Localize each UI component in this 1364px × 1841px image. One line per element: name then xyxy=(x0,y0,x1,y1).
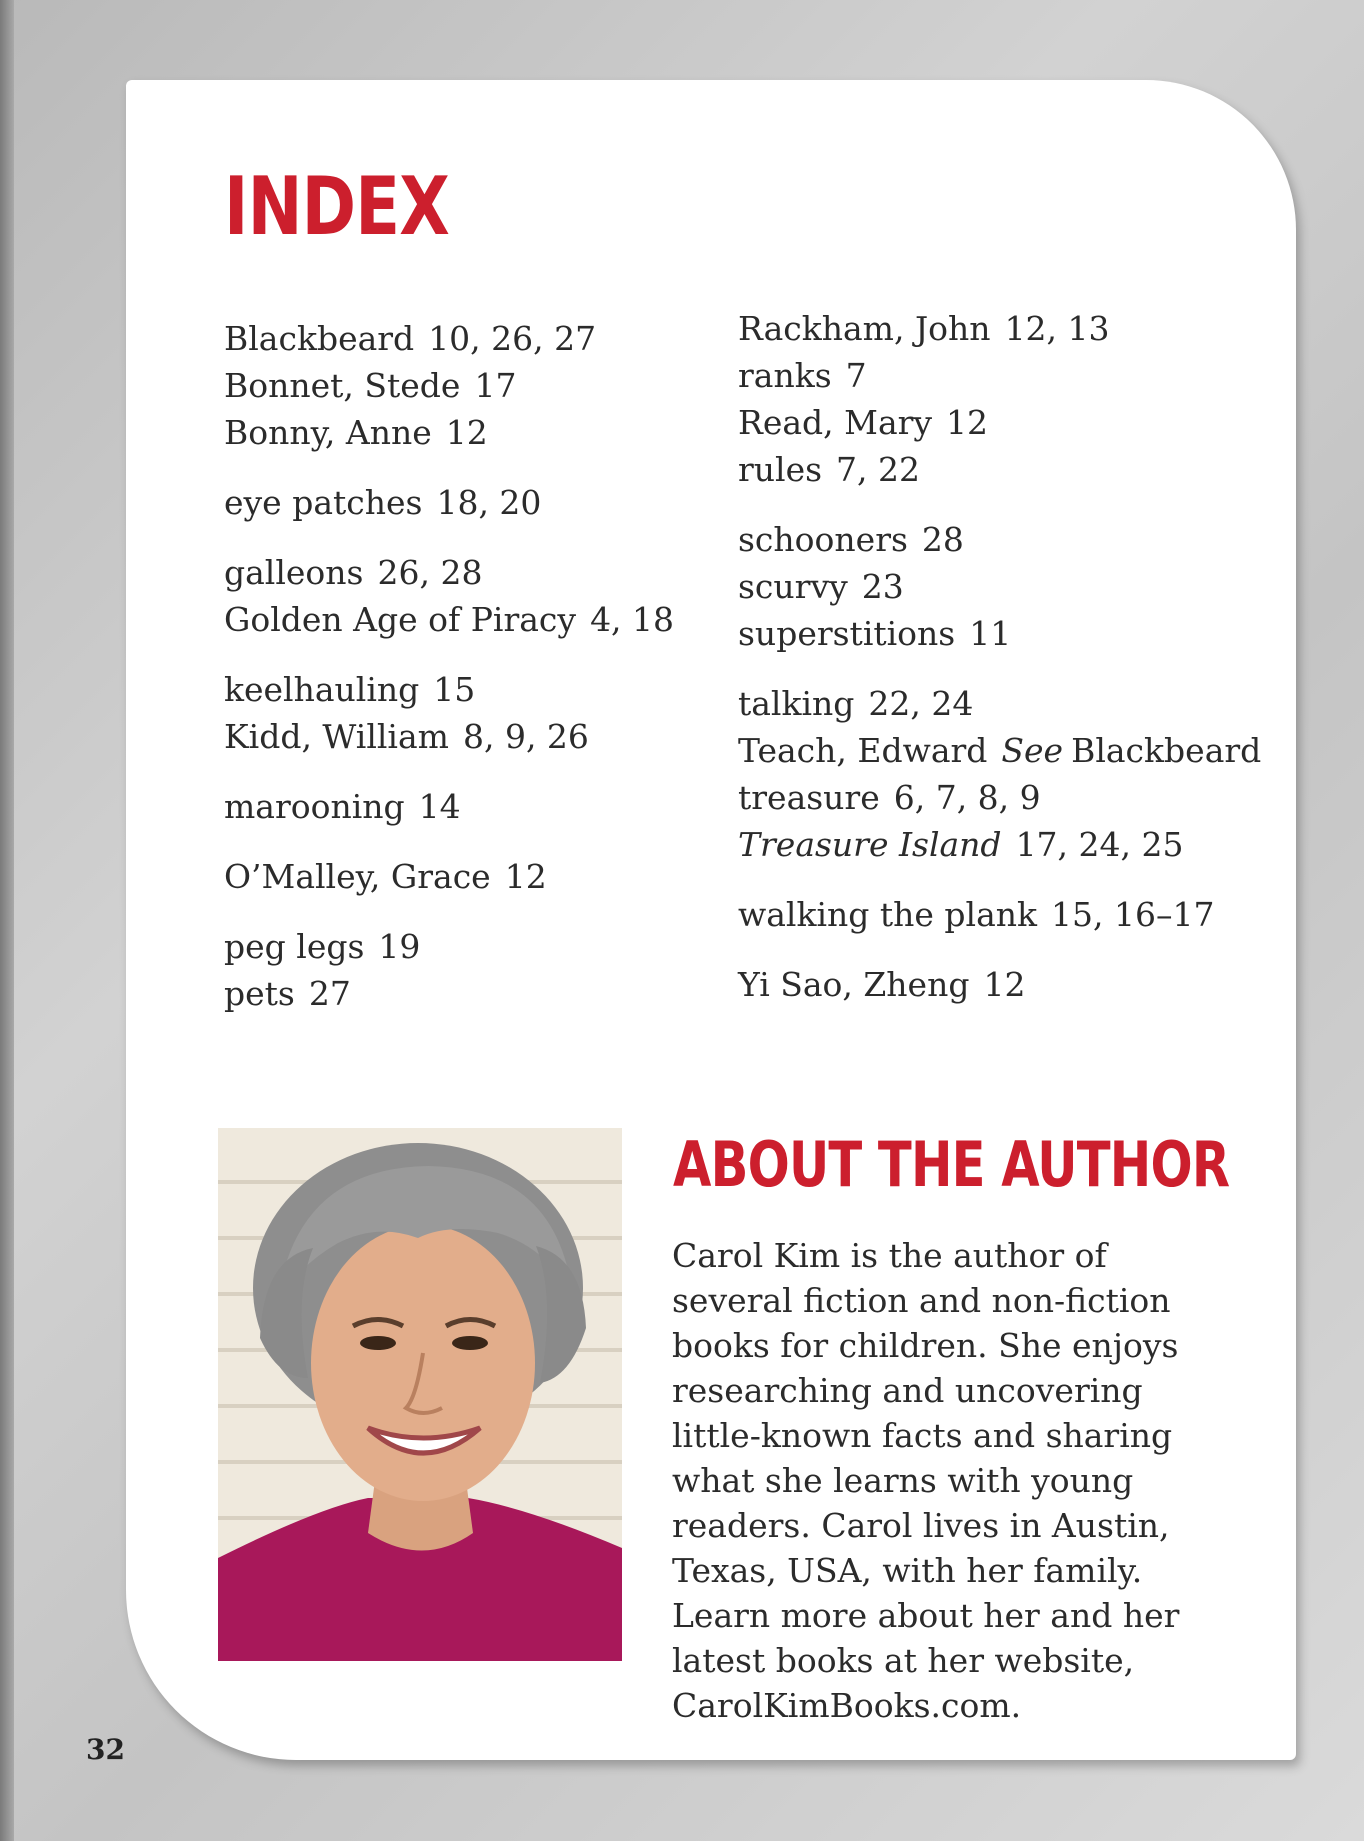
index-title: INDEX xyxy=(224,160,450,253)
author-photo xyxy=(218,1128,622,1661)
index-pages: 22, 24 xyxy=(868,684,974,723)
index-entry xyxy=(738,305,1258,352)
index-entry xyxy=(224,596,704,643)
index-term: Treasure Island xyxy=(738,825,1002,864)
index-term: Golden Age of Piracy xyxy=(224,600,577,639)
index-term: eye patches xyxy=(224,483,423,522)
index-pages: 14 xyxy=(418,787,461,826)
index-term: rules xyxy=(738,450,823,489)
index-pages: 4, 18 xyxy=(590,600,675,639)
index-group xyxy=(738,961,1258,1008)
index-term: Bonnet, Stede xyxy=(224,366,461,405)
index-term: pets xyxy=(224,974,295,1013)
index-pages: 26, 28 xyxy=(377,553,483,592)
index-entry xyxy=(738,891,1258,938)
index-group xyxy=(738,305,1258,493)
index-entry xyxy=(738,563,1258,610)
index-pages: 18, 20 xyxy=(436,483,542,522)
index-entry xyxy=(224,713,704,760)
index-pages: 8, 9, 26 xyxy=(462,717,589,756)
about-author-title: ABOUT THE AUTHOR xyxy=(673,1128,1230,1201)
index-right-column xyxy=(738,305,1262,1031)
index-group xyxy=(224,666,704,760)
index-group xyxy=(224,923,704,1017)
index-group xyxy=(224,783,704,830)
index-entry xyxy=(224,409,704,456)
index-pages: 12, 13 xyxy=(1004,309,1110,348)
index-group xyxy=(738,516,1258,657)
index-term: schooners xyxy=(738,520,908,559)
index-entry xyxy=(224,783,704,830)
index-term: scurvy xyxy=(738,567,848,606)
index-term: treasure xyxy=(738,778,880,817)
index-entry xyxy=(224,666,704,713)
index-pages: 10, 26, 27 xyxy=(428,319,597,358)
index-group xyxy=(224,315,704,456)
index-term: ranks xyxy=(738,356,832,395)
index-group xyxy=(738,680,1262,868)
index-entry xyxy=(738,516,1258,563)
index-term: Teach, Edward xyxy=(738,731,988,770)
index-entry xyxy=(738,680,1258,727)
index-term: galleons xyxy=(224,553,364,592)
index-group xyxy=(224,853,704,900)
index-pages: 15, 16–17 xyxy=(1051,895,1215,934)
index-pages: 27 xyxy=(308,974,351,1013)
index-term: Bonny, Anne xyxy=(224,413,432,452)
index-term: Kidd, William xyxy=(224,717,449,756)
index-pages: 12 xyxy=(983,965,1026,1004)
index-left-column xyxy=(224,315,704,1040)
index-entry xyxy=(738,961,1258,1008)
index-group xyxy=(224,549,704,643)
index-term: Yi Sao, Zheng xyxy=(738,965,970,1004)
index-entry xyxy=(738,352,1258,399)
index-pages: 17, 24, 25 xyxy=(1015,825,1184,864)
index-pages: 17 xyxy=(474,366,517,405)
index-term: Read, Mary xyxy=(738,403,933,442)
index-pages: 15 xyxy=(433,670,476,709)
index-entry xyxy=(224,923,704,970)
index-pages: 12 xyxy=(445,413,488,452)
index-see-word: See xyxy=(1001,731,1064,770)
index-pages: 7, 22 xyxy=(836,450,921,489)
index-pages: 6, 7, 8, 9 xyxy=(893,778,1041,817)
index-entry xyxy=(738,610,1258,657)
index-term: keelhauling xyxy=(224,670,420,709)
index-pages: 19 xyxy=(378,927,421,966)
index-entry xyxy=(224,315,704,362)
index-entry xyxy=(224,549,704,596)
index-pages: 23 xyxy=(861,567,904,606)
index-term: superstitions xyxy=(738,614,956,653)
index-pages: 12 xyxy=(504,857,547,896)
index-term: walking the plank xyxy=(738,895,1038,934)
index-entry xyxy=(738,446,1258,493)
index-see-target: Blackbeard xyxy=(1071,731,1262,770)
index-entry xyxy=(738,399,1258,446)
index-entry xyxy=(224,853,704,900)
index-term: talking xyxy=(738,684,855,723)
index-pages: 12 xyxy=(946,403,989,442)
index-term: Rackham, John xyxy=(738,309,991,348)
index-pages: 7 xyxy=(845,356,867,395)
index-entry xyxy=(224,479,704,526)
index-entry xyxy=(738,727,1262,774)
index-entry xyxy=(224,970,704,1017)
index-term: peg legs xyxy=(224,927,365,966)
book-spine-edge xyxy=(0,0,14,1841)
page-number: 32 xyxy=(86,1733,125,1766)
index-pages: 28 xyxy=(921,520,964,559)
index-entry xyxy=(738,774,1258,821)
index-entry xyxy=(738,821,1258,868)
author-portrait-illustration xyxy=(218,1128,622,1661)
index-term: Blackbeard xyxy=(224,319,415,358)
index-term: O’Malley, Grace xyxy=(224,857,491,896)
index-group xyxy=(738,891,1258,938)
index-term: marooning xyxy=(224,787,405,826)
author-bio: Carol Kim is the author of several fiction and non-fiction books for children. She enjoys researching and uncovering little-known facts and sharing what she learns with young readers. Carol lives in Austin, Texas, USA, with her family. Learn more about her and her latest books at her website, CarolKimBooks.com. xyxy=(672,1236,1180,1725)
index-group xyxy=(224,479,704,526)
index-pages: 11 xyxy=(969,614,1012,653)
index-entry xyxy=(224,362,704,409)
